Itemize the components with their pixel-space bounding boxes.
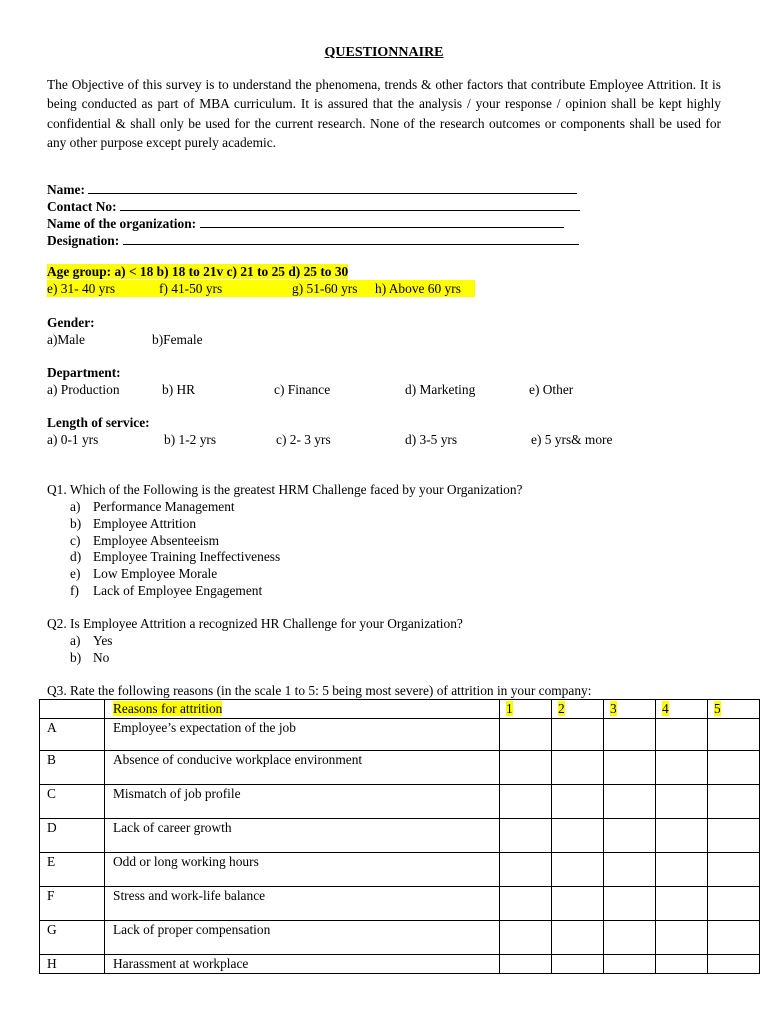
rating-cell[interactable]: [656, 719, 708, 751]
rating-cell[interactable]: [500, 853, 552, 887]
rating-cell[interactable]: [500, 819, 552, 853]
q1-option[interactable]: f) Lack of Employee Engagement: [70, 583, 263, 598]
row-id: D: [40, 819, 105, 853]
rating-cell[interactable]: [552, 819, 604, 853]
table-header-row: [40, 700, 760, 719]
row-id: F: [40, 887, 105, 921]
age-group-label: Age group: a) < 18 b) 18 to 21v c) 21 to 25 d) 25 to 30: [47, 264, 349, 279]
table-row: [40, 719, 760, 751]
rating-cell[interactable]: [604, 751, 656, 785]
table-row: [40, 853, 760, 887]
rating-cell[interactable]: [552, 785, 604, 819]
service-label: Length of service:: [47, 415, 150, 430]
organization-field: [47, 215, 564, 232]
rating-cell[interactable]: [500, 751, 552, 785]
row-id: E: [40, 853, 105, 887]
designation-input-line[interactable]: [123, 232, 579, 245]
row-id: B: [40, 751, 105, 785]
rating-cell[interactable]: [500, 719, 552, 751]
rating-cell[interactable]: [604, 785, 656, 819]
service-option-0-1[interactable]: a) 0-1 yrs: [47, 432, 99, 447]
q2-option-yes[interactable]: a) Yes: [70, 633, 113, 648]
department-option-production[interactable]: a) Production: [47, 382, 120, 397]
rating-cell[interactable]: [656, 887, 708, 921]
organization-label: Name of the organization:: [47, 216, 197, 231]
row-reason: Mismatch of job profile: [105, 785, 500, 819]
rating-cell[interactable]: [604, 921, 656, 955]
department-option-other[interactable]: e) Other: [529, 382, 574, 397]
table-header-scale-4: 4: [656, 700, 708, 719]
q2-option-no[interactable]: b) No: [70, 650, 110, 665]
gender-label: Gender:: [47, 315, 95, 330]
service-option-3-5[interactable]: d) 3-5 yrs: [405, 432, 458, 447]
objective-paragraph: The Objective of this survey is to understand the phenomena, trends & other factors that contribute Employee Attrition. It is being conducted as part of MBA curriculum. It is assured that the analysis / your response / opinion shall be kept highly confidential & shall only be used for the current research. None of the research outcomes or components shall be used for any other purpose except purely academic.: [47, 77, 721, 150]
row-reason: Absence of conducive workplace environment: [105, 751, 500, 785]
rating-cell[interactable]: [604, 955, 656, 974]
age-group-line1: [47, 263, 348, 280]
rating-cell[interactable]: [552, 751, 604, 785]
rating-cell[interactable]: [708, 751, 760, 785]
rating-cell[interactable]: [656, 921, 708, 955]
row-reason: Lack of career growth: [105, 819, 500, 853]
rating-cell[interactable]: [552, 887, 604, 921]
contact-input-line[interactable]: [120, 198, 580, 211]
designation-label: Designation:: [47, 233, 120, 248]
table-row: [40, 921, 760, 955]
age-group-line2: [47, 280, 475, 297]
table-header-scale-2: 2: [552, 700, 604, 719]
row-reason: Odd or long working hours: [105, 853, 500, 887]
department-label: Department:: [47, 365, 121, 380]
table-header-scale-1: 1: [500, 700, 552, 719]
q3-text: Q3. Rate the following reasons (in the scale 1 to 5: 5 being most severe) of attrition in your company:: [47, 683, 592, 698]
department-option-hr[interactable]: b) HR: [162, 382, 196, 397]
age-option-e[interactable]: e) 31- 40 yrs: [47, 281, 116, 296]
rating-cell[interactable]: [500, 887, 552, 921]
q1-option[interactable]: c) Employee Absenteeism: [70, 533, 220, 548]
row-reason: Employee’s expectation of the job: [105, 719, 500, 751]
rating-cell[interactable]: [500, 785, 552, 819]
name-input-line[interactable]: [88, 181, 577, 194]
rating-cell[interactable]: [656, 819, 708, 853]
rating-cell[interactable]: [552, 921, 604, 955]
rating-cell[interactable]: [708, 887, 760, 921]
rating-cell[interactable]: [604, 887, 656, 921]
rating-cell[interactable]: [708, 785, 760, 819]
rating-cell[interactable]: [604, 853, 656, 887]
rating-cell[interactable]: [552, 955, 604, 974]
table-row: [40, 887, 760, 921]
table-row: [40, 785, 760, 819]
department-option-finance[interactable]: c) Finance: [274, 382, 331, 397]
rating-cell[interactable]: [656, 785, 708, 819]
service-option-2-3[interactable]: c) 2- 3 yrs: [276, 432, 331, 447]
rating-cell[interactable]: [604, 719, 656, 751]
rating-cell[interactable]: [708, 955, 760, 974]
row-reason: Stress and work-life balance: [105, 887, 500, 921]
attrition-rating-table: [39, 699, 760, 974]
table-header-scale-3: 3: [604, 700, 656, 719]
rating-cell[interactable]: [604, 819, 656, 853]
service-option-1-2[interactable]: b) 1-2 yrs: [164, 432, 217, 447]
q2-text: Q2. Is Employee Attrition a recognized HR Challenge for your Organization?: [47, 616, 463, 631]
age-option-h[interactable]: h) Above 60 yrs: [375, 281, 461, 296]
row-id: G: [40, 921, 105, 955]
table-header-scale-5: 5: [708, 700, 760, 719]
rating-cell[interactable]: [500, 955, 552, 974]
name-field: [47, 181, 577, 198]
rating-cell[interactable]: [552, 719, 604, 751]
service-option-5-plus[interactable]: e) 5 yrs& more: [531, 432, 613, 447]
age-option-f[interactable]: f) 41-50 yrs: [159, 281, 223, 296]
row-id: H: [40, 955, 105, 974]
row-reason: Lack of proper compensation: [105, 921, 500, 955]
rating-cell[interactable]: [656, 853, 708, 887]
row-reason: Harassment at workplace: [105, 955, 500, 974]
q1-option[interactable]: d) Employee Training Ineffectiveness: [70, 549, 281, 564]
q1-text: Q1. Which of the Following is the greatest HRM Challenge faced by your Organization?: [47, 482, 523, 497]
table-row: [40, 751, 760, 785]
contact-label: Contact No:: [47, 199, 117, 214]
rating-cell[interactable]: [708, 921, 760, 955]
rating-cell[interactable]: [500, 921, 552, 955]
rating-cell[interactable]: [708, 819, 760, 853]
rating-cell[interactable]: [708, 853, 760, 887]
rating-cell[interactable]: [708, 719, 760, 751]
q1-option[interactable]: e) Low Employee Morale: [70, 566, 218, 581]
rating-cell[interactable]: [656, 955, 708, 974]
department-option-marketing[interactable]: d) Marketing: [405, 382, 476, 397]
gender-option-male[interactable]: a)Male: [47, 332, 85, 347]
table-row: [40, 819, 760, 853]
row-id: C: [40, 785, 105, 819]
gender-option-female[interactable]: b)Female: [152, 332, 203, 347]
rating-cell[interactable]: [656, 751, 708, 785]
q1-option[interactable]: a) Performance Management: [70, 499, 235, 514]
age-option-g[interactable]: g) 51-60 yrs: [292, 281, 358, 296]
page-title: QUESTIONNAIRE: [324, 45, 444, 60]
rating-cell[interactable]: [552, 853, 604, 887]
q1-option[interactable]: b) Employee Attrition: [70, 516, 197, 531]
organization-input-line[interactable]: [200, 215, 564, 228]
row-id: A: [40, 719, 105, 751]
table-row: [40, 955, 760, 974]
table-header-reason: Reasons for attrition: [105, 700, 500, 719]
designation-field: [47, 232, 579, 249]
contact-field: [47, 198, 580, 215]
table-cell: [40, 700, 105, 719]
name-label: Name:: [47, 182, 85, 197]
